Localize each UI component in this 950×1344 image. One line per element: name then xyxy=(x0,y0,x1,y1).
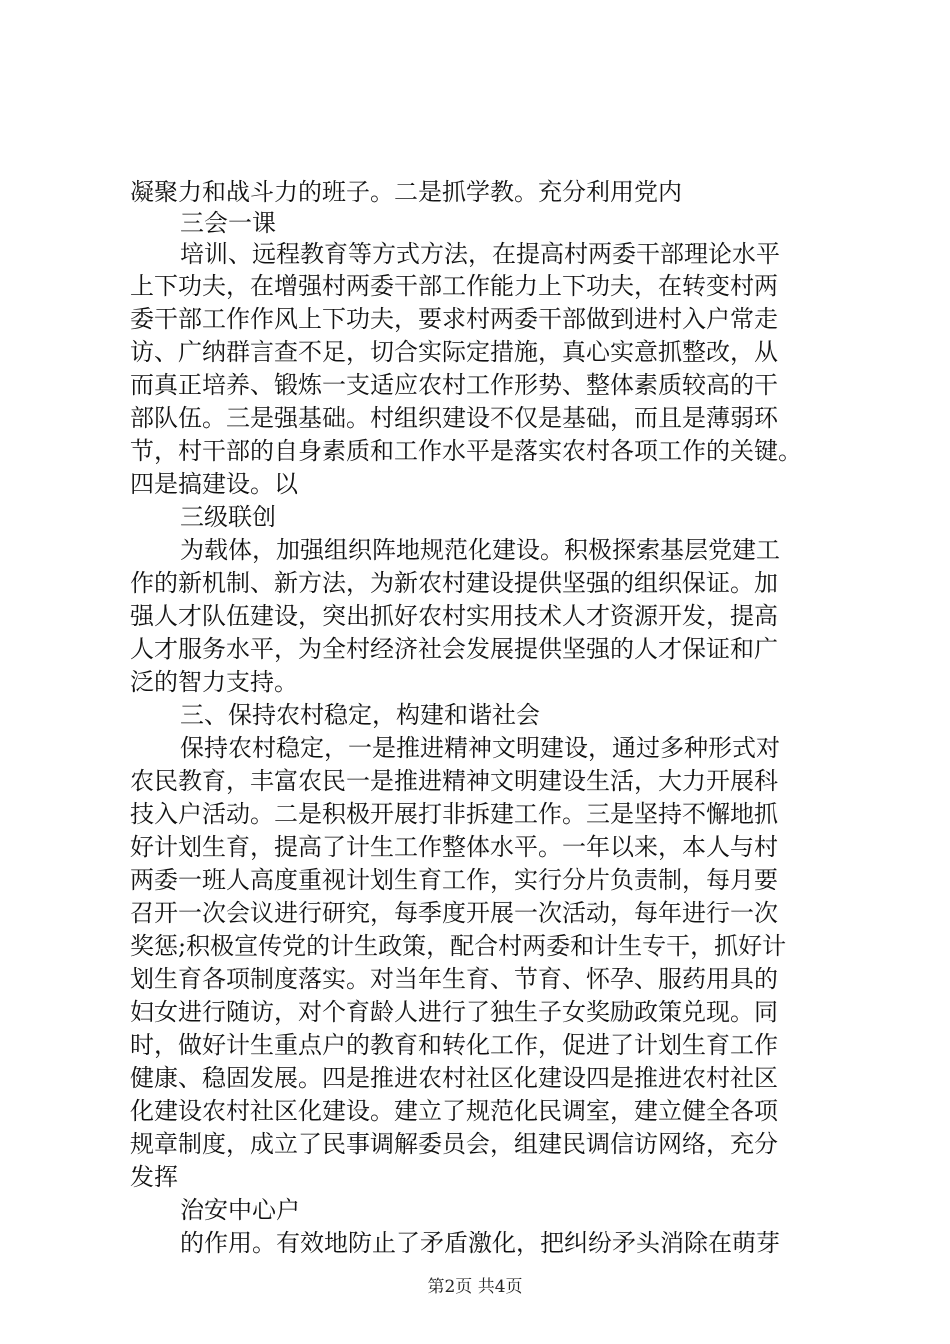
section-heading: 三、保持农村稳定，构建和谐社会 xyxy=(180,701,540,729)
paragraph-line: 培训、远程教育等方式方法，在提高村两委干部理论水平 xyxy=(180,240,780,268)
paragraph-line: 的作用。有效地防止了矛盾激化，把纠纷矛头消除在萌芽 xyxy=(180,1229,780,1257)
paragraph-line: 保持农村稳定，一是推进精神文明建设，通过多种形式对 xyxy=(180,734,780,762)
paragraph-line: 为载体，加强组织阵地规范化建设。积极探索基层党建工 xyxy=(180,536,780,564)
paragraph-line: 奖惩;积极宣传党的计生政策，配合村两委和计生专干，抓好计 xyxy=(130,932,787,960)
paragraph-line: 发挥 xyxy=(130,1163,178,1191)
paragraph-line: 泛的智力支持。 xyxy=(130,668,298,696)
paragraph-line: 技入户活动。二是积极开展打非拆建工作。三是坚持不懈地抓 xyxy=(130,800,778,828)
paragraph-line: 上下功夫，在增强村两委干部工作能力上下功夫，在转变村两 xyxy=(130,272,778,300)
paragraph-line: 四是搞建设。以 xyxy=(130,470,298,498)
paragraph-line: 召开一次会议进行研究，每季度开展一次活动，每年进行一次 xyxy=(130,899,778,927)
paragraph-line: 治安中心户 xyxy=(180,1196,300,1224)
paragraph-line: 委干部工作作风上下功夫，要求村两委干部做到进村入户常走 xyxy=(130,305,778,333)
paragraph-line: 三会一课 xyxy=(180,209,276,237)
paragraph-line: 凝聚力和战斗力的班子。二是抓学教。充分利用党内 xyxy=(130,178,682,206)
paragraph-line: 两委一班人高度重视计划生育工作，实行分片负责制，每月要 xyxy=(130,866,778,894)
paragraph-line: 农民教育，丰富农民一是推进精神文明建设生活，大力开展科 xyxy=(130,767,778,795)
paragraph-line: 人才服务水平，为全村经济社会发展提供坚强的人才保证和广 xyxy=(130,635,778,663)
paragraph-line: 访、广纳群言查不足，切合实际定措施，真心实意抓整改，从 xyxy=(130,338,778,366)
paragraph-line: 三级联创 xyxy=(180,503,276,531)
paragraph-line: 化建设农村社区化建设。建立了规范化民调室，建立健全各项 xyxy=(130,1097,778,1125)
paragraph-line: 妇女进行随访，对个育龄人进行了独生子女奖励政策兑现。同 xyxy=(130,998,778,1026)
paragraph-line: 强人才队伍建设，突出抓好农村实用技术人才资源开发，提高 xyxy=(130,602,778,630)
paragraph-line: 好计划生育，提高了计生工作整体水平。一年以来，本人与村 xyxy=(130,833,778,861)
paragraph-line: 时，做好计生重点户的教育和转化工作，促进了计划生育工作 xyxy=(130,1031,778,1059)
paragraph-line: 规章制度，成立了民事调解委员会，组建民调信访网络，充分 xyxy=(130,1130,778,1158)
paragraph-line: 节，村干部的自身素质和工作水平是落实农村各项工作的关键。 xyxy=(130,437,802,465)
paragraph-line: 而真正培养、锻炼一支适应农村工作形势、整体素质较高的干 xyxy=(130,371,778,399)
paragraph-line: 划生育各项制度落实。对当年生育、节育、怀孕、服药用具的 xyxy=(130,965,778,993)
paragraph-line: 健康、稳固发展。四是推进农村社区化建设四是推进农村社区 xyxy=(130,1064,778,1092)
paragraph-line: 作的新机制、新方法，为新农村建设提供坚强的组织保证。加 xyxy=(130,569,778,597)
paragraph-line: 部队伍。三是强基础。村组织建设不仅是基础，而且是薄弱环 xyxy=(130,404,778,432)
page-footer: 第2页 共4页 xyxy=(427,1277,523,1297)
